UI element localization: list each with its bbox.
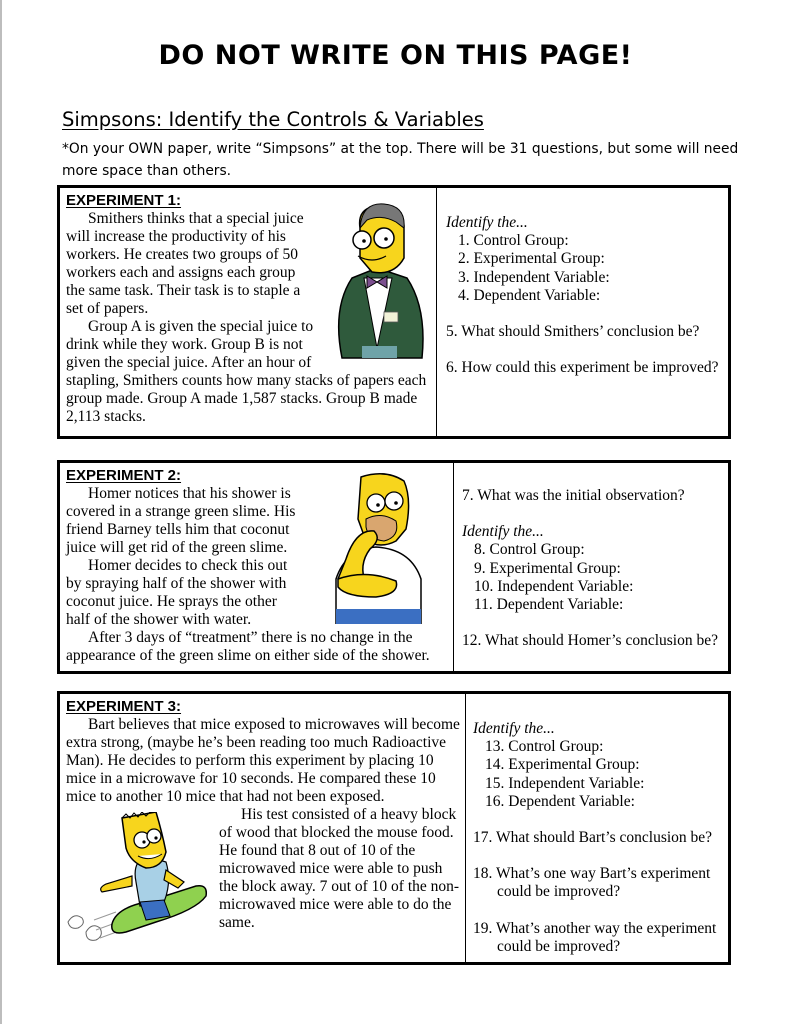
experiment-heading: EXPERIMENT 3: xyxy=(66,698,182,715)
question-item: 19. What’s another way the experiment xyxy=(473,919,717,937)
story-text: Homer notices that his shower is covered in a strange green slime. His friend Barney tells him that coconut juice will get rid of the green slime. xyxy=(66,485,296,556)
story-paragraph xyxy=(66,210,316,318)
question-item: 6. How could this experiment be improved? xyxy=(446,359,719,377)
column-divider xyxy=(436,188,437,436)
bart-illustration xyxy=(66,812,216,947)
story-text: Smithers thinks that a special juice will increase the productivity of his workers. He creates two groups of 50 workers each and assigns each group the same task. Their task is to staple a set of papers. xyxy=(66,210,304,317)
question-item: 8. Control Group: xyxy=(474,541,585,559)
identify-label: Identify the... xyxy=(462,523,544,541)
question-item: 17. What should Bart’s conclusion be? xyxy=(473,829,713,847)
question-item: 18. What’s one way Bart’s experiment xyxy=(473,865,711,883)
experiment-1-box xyxy=(57,185,731,439)
identify-label: Identify the... xyxy=(446,214,528,231)
question-item: 3. Independent Variable: xyxy=(458,268,610,286)
story-paragraph xyxy=(66,629,446,665)
experiment-2-box xyxy=(57,460,731,674)
experiment-heading: EXPERIMENT 1: xyxy=(66,192,182,209)
smithers-illustration xyxy=(322,198,432,368)
page-title: DO NOT WRITE ON THIS PAGE! xyxy=(158,40,633,71)
story-text: Group A is given the special juice to drink while they work. Group B is not given the special juice. After an hour of stapling, Smithers counts how many stacks of papers each group made. Group A made 1,587 stacks. Group B made 2,113 stacks. xyxy=(66,318,427,425)
story-paragraph xyxy=(66,716,462,806)
question-item: 13. Control Group: xyxy=(485,738,604,756)
story-text: Bart believes that mice exposed to microwaves will become extra strong, (maybe he’s been reading too much Radioactive Man). He decides to perform this experiment by placing 10 mice in a microwave for 10 seconds. He compared these 10 mice to another 10 mice that had not been exposed. xyxy=(66,716,460,805)
experiment-2-questions xyxy=(462,487,718,650)
experiment-heading: EXPERIMENT 2: xyxy=(66,467,182,484)
homer-illustration xyxy=(326,469,426,624)
question-item: 16. Dependent Variable: xyxy=(485,792,635,810)
worksheet-subtitle: Simpsons: Identify the Controls & Variables xyxy=(62,108,484,131)
story-paragraph xyxy=(66,485,302,557)
experiment-3-box xyxy=(57,691,731,965)
question-continuation: could be improved? xyxy=(497,883,621,901)
question-continuation: could be improved? xyxy=(497,937,621,955)
question-item: 5. What should Smithers’ conclusion be? xyxy=(446,323,700,341)
column-divider xyxy=(465,694,466,962)
story-text: Homer decides to check this out by spraying half of the shower with coconut juice. He sprays the other half of the shower with water. xyxy=(66,557,288,628)
story-paragraph xyxy=(66,557,292,629)
story-text: After 3 days of “treatment” there is no change in the appearance of the green slime on either side of the shower. xyxy=(66,629,430,664)
question-item: 1. Control Group: xyxy=(458,232,569,250)
story-text: His test consisted of a heavy block of wood that blocked the mouse food. He found that 8 out of 10 of the microwaved mice were able to push the block away. 7 out of 10 of the non-microwaved mice were able to do the same. xyxy=(219,806,460,931)
column-divider xyxy=(453,463,454,671)
experiment-1-questions xyxy=(446,214,718,377)
question-item: 9. Experimental Group: xyxy=(474,559,621,577)
question-item: 7. What was the initial observation? xyxy=(462,487,685,504)
question-item: 11. Dependent Variable: xyxy=(474,596,624,614)
question-item: 4. Dependent Variable: xyxy=(458,286,601,304)
question-item: 14. Experimental Group: xyxy=(485,756,640,774)
page-edge xyxy=(0,0,2,1024)
story-paragraph xyxy=(219,806,462,932)
question-item: 2. Experimental Group: xyxy=(458,250,605,268)
identify-label: Identify the... xyxy=(473,720,555,737)
experiment-3-questions xyxy=(473,720,716,956)
question-item: 12. What should Homer’s conclusion be? xyxy=(462,632,718,650)
instructions: *On your OWN paper, write “Simpsons” at the top. There will be 31 questions, but some will need more space than others. xyxy=(62,141,739,179)
question-item: 15. Independent Variable: xyxy=(485,774,645,792)
question-item: 10. Independent Variable: xyxy=(474,577,634,595)
